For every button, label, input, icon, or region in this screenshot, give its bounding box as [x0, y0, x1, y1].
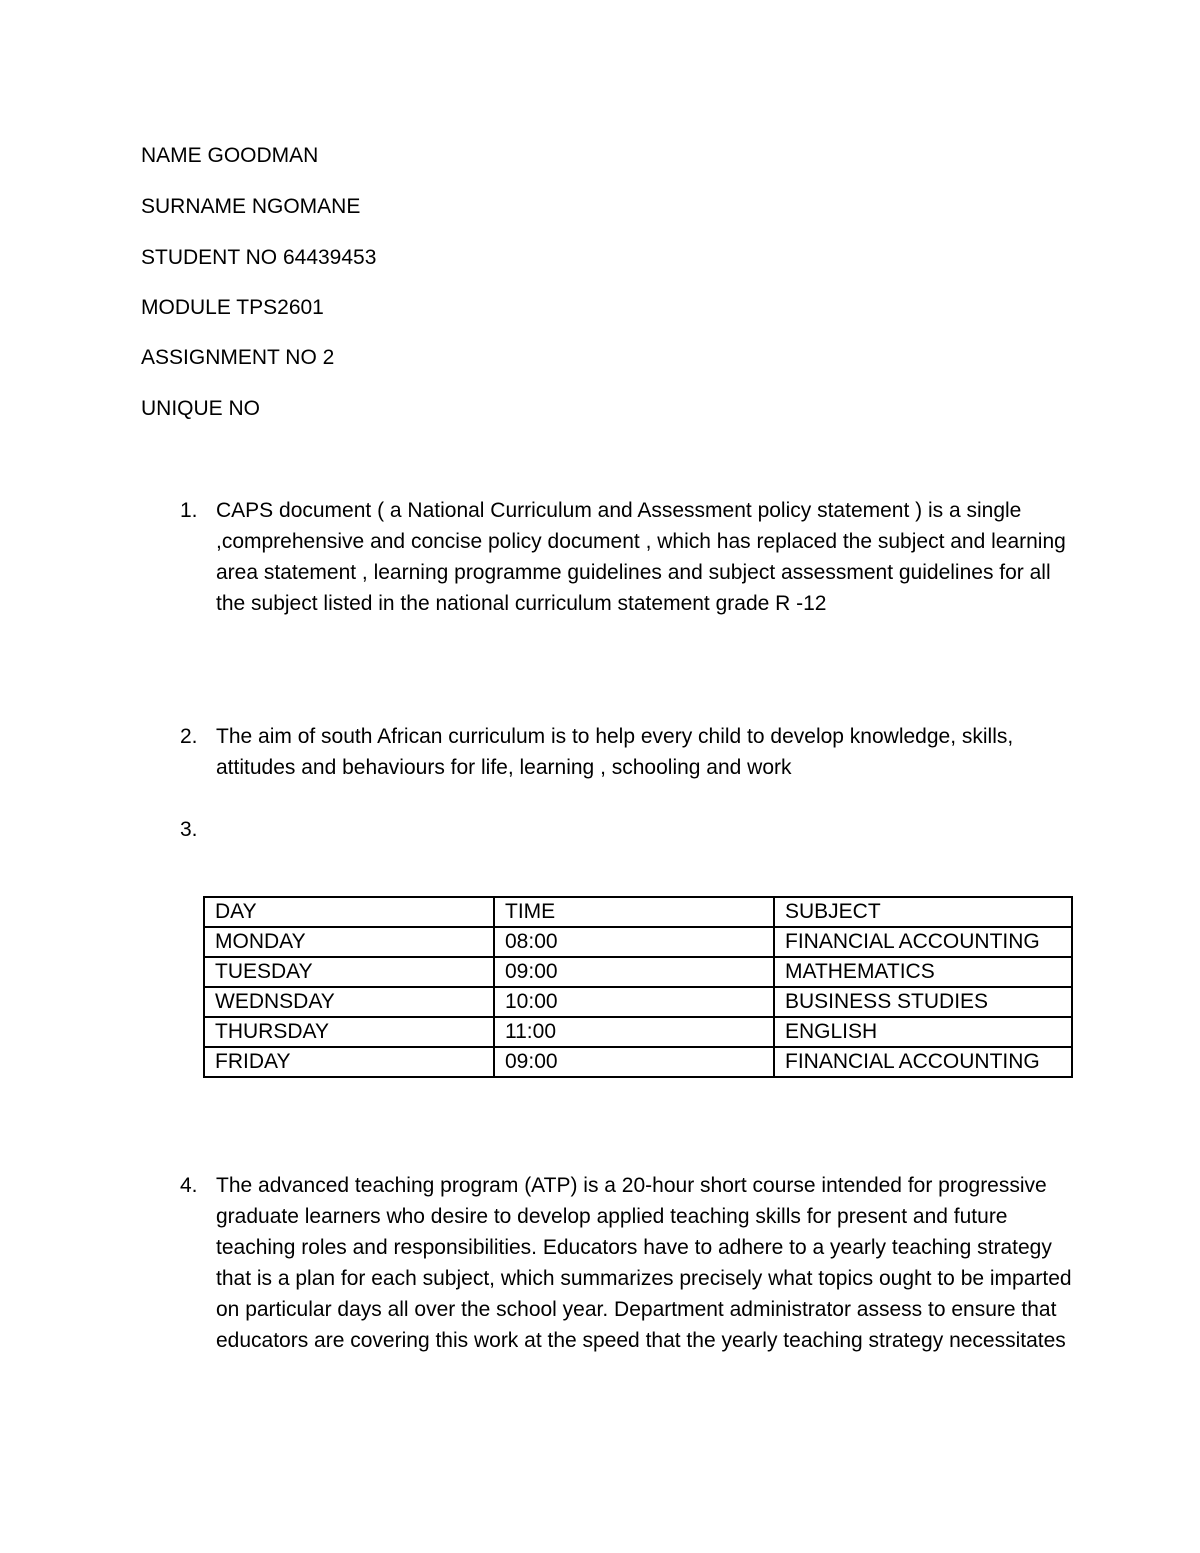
table-cell-day: WEDNSDAY [204, 987, 494, 1017]
column-header-day: DAY [204, 897, 494, 927]
student-number: STUDENT NO 64439453 [141, 246, 377, 269]
table-cell-time: 11:00 [494, 1017, 774, 1047]
table-cell-time: 09:00 [494, 957, 774, 987]
assignment-number: ASSIGNMENT NO 2 [141, 346, 335, 369]
table-cell-subject: FINANCIAL ACCOUNTING [774, 1047, 1072, 1077]
table-cell-time: 08:00 [494, 927, 774, 957]
timetable [203, 896, 1073, 1078]
table-row [204, 1047, 1072, 1077]
answer-text: The aim of south African curriculum is to help every child to develop knowledge, skills, attitudes and behaviours for life, learning , schooling and work [216, 725, 1014, 779]
answer-text: The advanced teaching program (ATP) is a 20-hour short course intended for progressive graduate learners who desire to develop applied teaching skills for present and future teaching roles and responsibilities. Educators have to adhere to a yearly teaching strategy that is a plan for each subject, which summarizes precisely what topics ought to be imparted on particular days all over the school year. Department administrator assess to ensure that educators are covering this work at the speed that the yearly teaching strategy necessitates [216, 1174, 1072, 1352]
table-row [204, 987, 1072, 1017]
table-cell-time: 10:00 [494, 987, 774, 1017]
answer-number: 1. [180, 499, 198, 522]
table-cell-day: FRIDAY [204, 1047, 494, 1077]
column-header-time: TIME [494, 897, 774, 927]
answer-text: CAPS document ( a National Curriculum and Assessment policy statement ) is a single ,comprehensive and concise policy document , which has replaced the subject and learning area statement , learning programme guidelines and subject assessment guidelines for all the subject listed in the national curriculum statement grade R -12 [216, 499, 1066, 615]
answer-number: 3. [180, 818, 198, 841]
table-cell-day: THURSDAY [204, 1017, 494, 1047]
table-cell-day: MONDAY [204, 927, 494, 957]
table-cell-day: TUESDAY [204, 957, 494, 987]
unique-number: UNIQUE NO [141, 397, 261, 420]
table-header-row [204, 897, 1072, 927]
table-cell-subject: BUSINESS STUDIES [774, 987, 1072, 1017]
table-row [204, 927, 1072, 957]
answer-number: 4. [180, 1174, 198, 1197]
table-cell-subject: ENGLISH [774, 1017, 1072, 1047]
column-header-subject: SUBJECT [774, 897, 1072, 927]
table-row [204, 957, 1072, 987]
table-row [204, 1017, 1072, 1047]
module-code: MODULE TPS2601 [141, 296, 324, 319]
answer-number: 2. [180, 725, 198, 748]
student-name: NAME GOODMAN [141, 144, 319, 167]
table-cell-subject: FINANCIAL ACCOUNTING [774, 927, 1072, 957]
table-cell-subject: MATHEMATICS [774, 957, 1072, 987]
table-cell-time: 09:00 [494, 1047, 774, 1077]
student-surname: SURNAME NGOMANE [141, 195, 361, 218]
